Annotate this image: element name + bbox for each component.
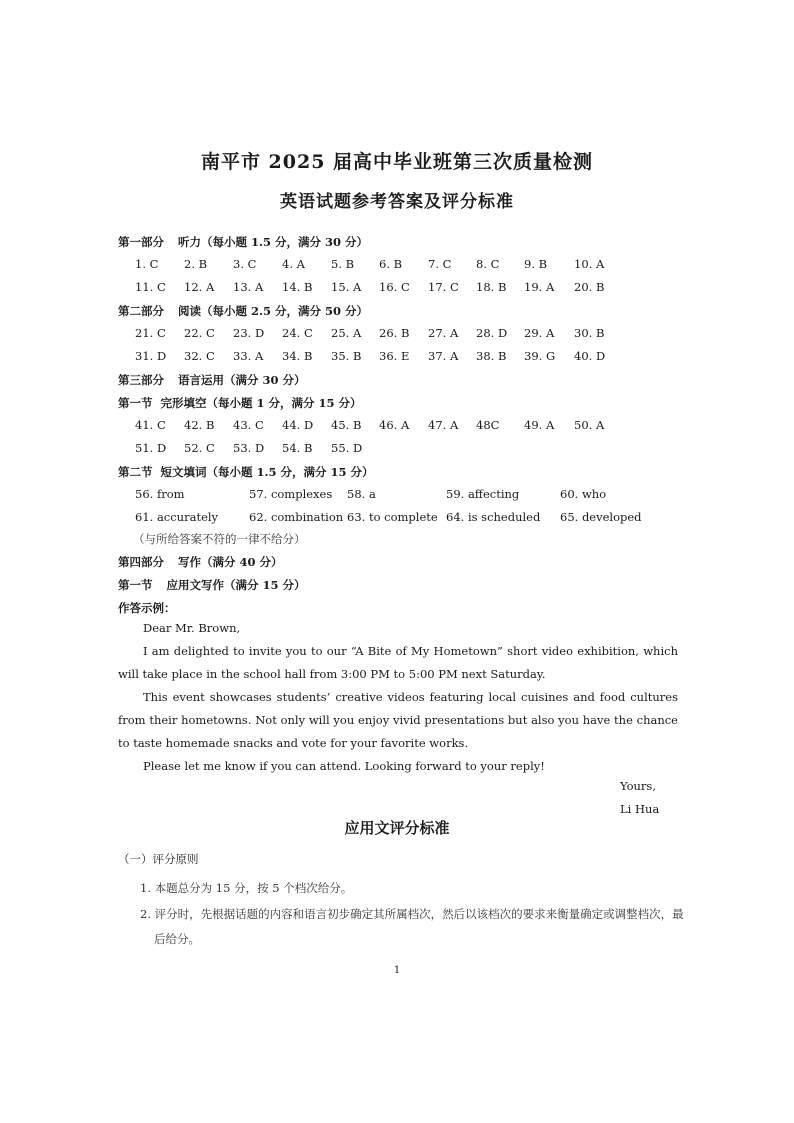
answer-item: 50. A	[574, 418, 605, 432]
grading-rule-1: 1. 本题总分为 15 分，按 5 个档次给分。	[140, 881, 353, 895]
part2-label: 第二部分	[118, 304, 164, 318]
answer-item: 55. D	[331, 441, 363, 455]
answer-item: 23. D	[233, 326, 265, 340]
answer-item: 47. A	[428, 418, 459, 432]
answer-item: 5. B	[331, 257, 355, 271]
page-title: 南平市 2025 届高中毕业班第三次质量检测	[200, 151, 594, 173]
answer-item: 13. A	[233, 280, 264, 294]
part3-sec1-row-2	[0, 441, 794, 457]
answer-item: 58. a	[347, 487, 376, 501]
part4-desc: 写作（满分 40 分）	[178, 555, 283, 569]
answer-item: 46. A	[379, 418, 410, 432]
letter-closing: Yours,	[620, 779, 656, 793]
answer-item: 35. B	[331, 349, 362, 363]
answer-item: 15. A	[331, 280, 362, 294]
answer-item: 11. C	[135, 280, 166, 294]
answer-item: 52. C	[184, 441, 215, 455]
answer-item: 22. C	[184, 326, 215, 340]
answer-item: 10. A	[574, 257, 605, 271]
letter-greeting: Dear Mr. Brown,	[143, 621, 241, 635]
answer-item: 41. C	[135, 418, 166, 432]
answer-item: 37. A	[428, 349, 459, 363]
part3-desc: 语言运用（满分 30 分）	[178, 373, 306, 387]
part3-sec2-label: 第二节	[118, 465, 153, 479]
answer-item: 32. C	[184, 349, 215, 363]
answer-item: 62. combination	[249, 510, 344, 524]
answer-item: 45. B	[331, 418, 362, 432]
part3-sec2-row-1	[0, 487, 794, 503]
part3-sec2-row-2	[0, 510, 794, 526]
answer-item: 21. C	[135, 326, 166, 340]
letter-signature: Li Hua	[620, 802, 660, 816]
answer-item: 12. A	[184, 280, 215, 294]
answer-item: 51. D	[135, 441, 167, 455]
part4-label: 第四部分	[118, 555, 164, 569]
answer-item: 26. B	[379, 326, 410, 340]
part4-heading	[118, 554, 283, 570]
letter-paragraph: This event showcases students’ creative videos featuring local cuisines and food cultures from their hometowns. Not only will you enjoy vivid presentations but also you have the chance to taste homemade snacks and vote for your favorite works.	[118, 690, 678, 750]
answer-item: 53. D	[233, 441, 265, 455]
part1-label: 第一部分	[118, 235, 164, 249]
answer-item: 4. A	[282, 257, 305, 271]
sample-label: 作答示例：	[118, 601, 176, 615]
answer-item: 40. D	[574, 349, 606, 363]
answer-item: 57. complexes	[249, 487, 333, 501]
answer-item: 18. B	[476, 280, 507, 294]
answer-item: 36. E	[379, 349, 410, 363]
answer-item: 25. A	[331, 326, 362, 340]
part3-sec2-heading	[118, 464, 374, 480]
answer-item: 6. B	[379, 257, 403, 271]
answer-item: 65. developed	[560, 510, 642, 524]
part3-sec1-row-1	[0, 418, 794, 434]
answer-item: 44. D	[282, 418, 314, 432]
answer-item: 16. C	[379, 280, 410, 294]
answer-item: 48C	[476, 418, 500, 432]
answer-item: 24. C	[282, 326, 313, 340]
answer-item: 20. B	[574, 280, 605, 294]
part3-sec2-desc: 短文填词（每小题 1.5 分，满分 15 分）	[160, 465, 374, 479]
answer-item: 59. affecting	[446, 487, 520, 501]
answer-item: 54. B	[282, 441, 313, 455]
page-number: 1	[393, 965, 401, 976]
answer-item: 17. C	[428, 280, 459, 294]
answer-item: 49. A	[524, 418, 555, 432]
grading-rule-2: 2. 评分时，先根据话题的内容和语言初步确定其所属档次，然后以该档次的要求来衡量确定或调整档次，最后给分。	[140, 907, 684, 946]
part1-row-1	[0, 257, 794, 273]
answer-item: 29. A	[524, 326, 555, 340]
sample-letter	[118, 617, 678, 778]
answer-item: 42. B	[184, 418, 215, 432]
part3-heading	[118, 372, 306, 388]
answer-item: 61. accurately	[135, 510, 219, 524]
letter-paragraph: Please let me know if you can attend. Looking forward to your reply!	[143, 759, 545, 773]
answer-item: 14. B	[282, 280, 313, 294]
answer-item: 56. from	[135, 487, 185, 501]
answer-item: 2. B	[184, 257, 208, 271]
answer-item: 19. A	[524, 280, 555, 294]
grading-title: 应用文评分标准	[344, 819, 450, 837]
answer-item: 43. C	[233, 418, 264, 432]
part2-row-2	[0, 349, 794, 365]
answer-item: 33. A	[233, 349, 264, 363]
part4-sec1-desc: 应用文写作（满分 15 分）	[166, 578, 306, 592]
part3-sec1-desc: 完形填空（每小题 1 分，满分 15 分）	[160, 396, 362, 410]
answer-item: 38. B	[476, 349, 507, 363]
answer-item: 8. C	[476, 257, 500, 271]
letter-paragraph: I am delighted to invite you to our “A Bite of My Hometown” short video exhibition, which will take place in the school hall from 3:00 PM to 5:00 PM next Saturday.	[118, 644, 678, 681]
part3-sec1-heading	[118, 395, 362, 411]
answer-item: 28. D	[476, 326, 508, 340]
part4-sec1-label: 第一节	[118, 578, 153, 592]
part4-sec1-heading	[118, 577, 306, 593]
answer-item: 3. C	[233, 257, 257, 271]
part2-desc: 阅读（每小题 2.5 分，满分 50 分）	[178, 304, 369, 318]
answer-item: 7. C	[428, 257, 452, 271]
answer-item: 27. A	[428, 326, 459, 340]
part1-row-2	[0, 280, 794, 296]
page-subtitle: 英语试题参考答案及评分标准	[280, 192, 514, 212]
answer-item: 39. G	[524, 349, 556, 363]
scoring-note: （与所给答案不符的一律不给分）	[133, 532, 306, 546]
answer-item: 1. C	[135, 257, 159, 271]
part2-heading	[118, 303, 368, 319]
answer-item: 64. is scheduled	[446, 510, 541, 524]
part1-heading	[118, 234, 368, 250]
part2-row-1	[0, 326, 794, 342]
grading-principle-label: （一）评分原则	[118, 852, 199, 866]
answer-item: 63. to complete	[347, 510, 438, 524]
answer-item: 34. B	[282, 349, 313, 363]
answer-item: 31. D	[135, 349, 167, 363]
part3-label: 第三部分	[118, 373, 164, 387]
part3-sec1-label: 第一节	[118, 396, 153, 410]
part1-desc: 听力（每小题 1.5 分，满分 30 分）	[178, 235, 369, 249]
answer-item: 30. B	[574, 326, 605, 340]
answer-item: 9. B	[524, 257, 548, 271]
answer-item: 60. who	[560, 487, 607, 501]
